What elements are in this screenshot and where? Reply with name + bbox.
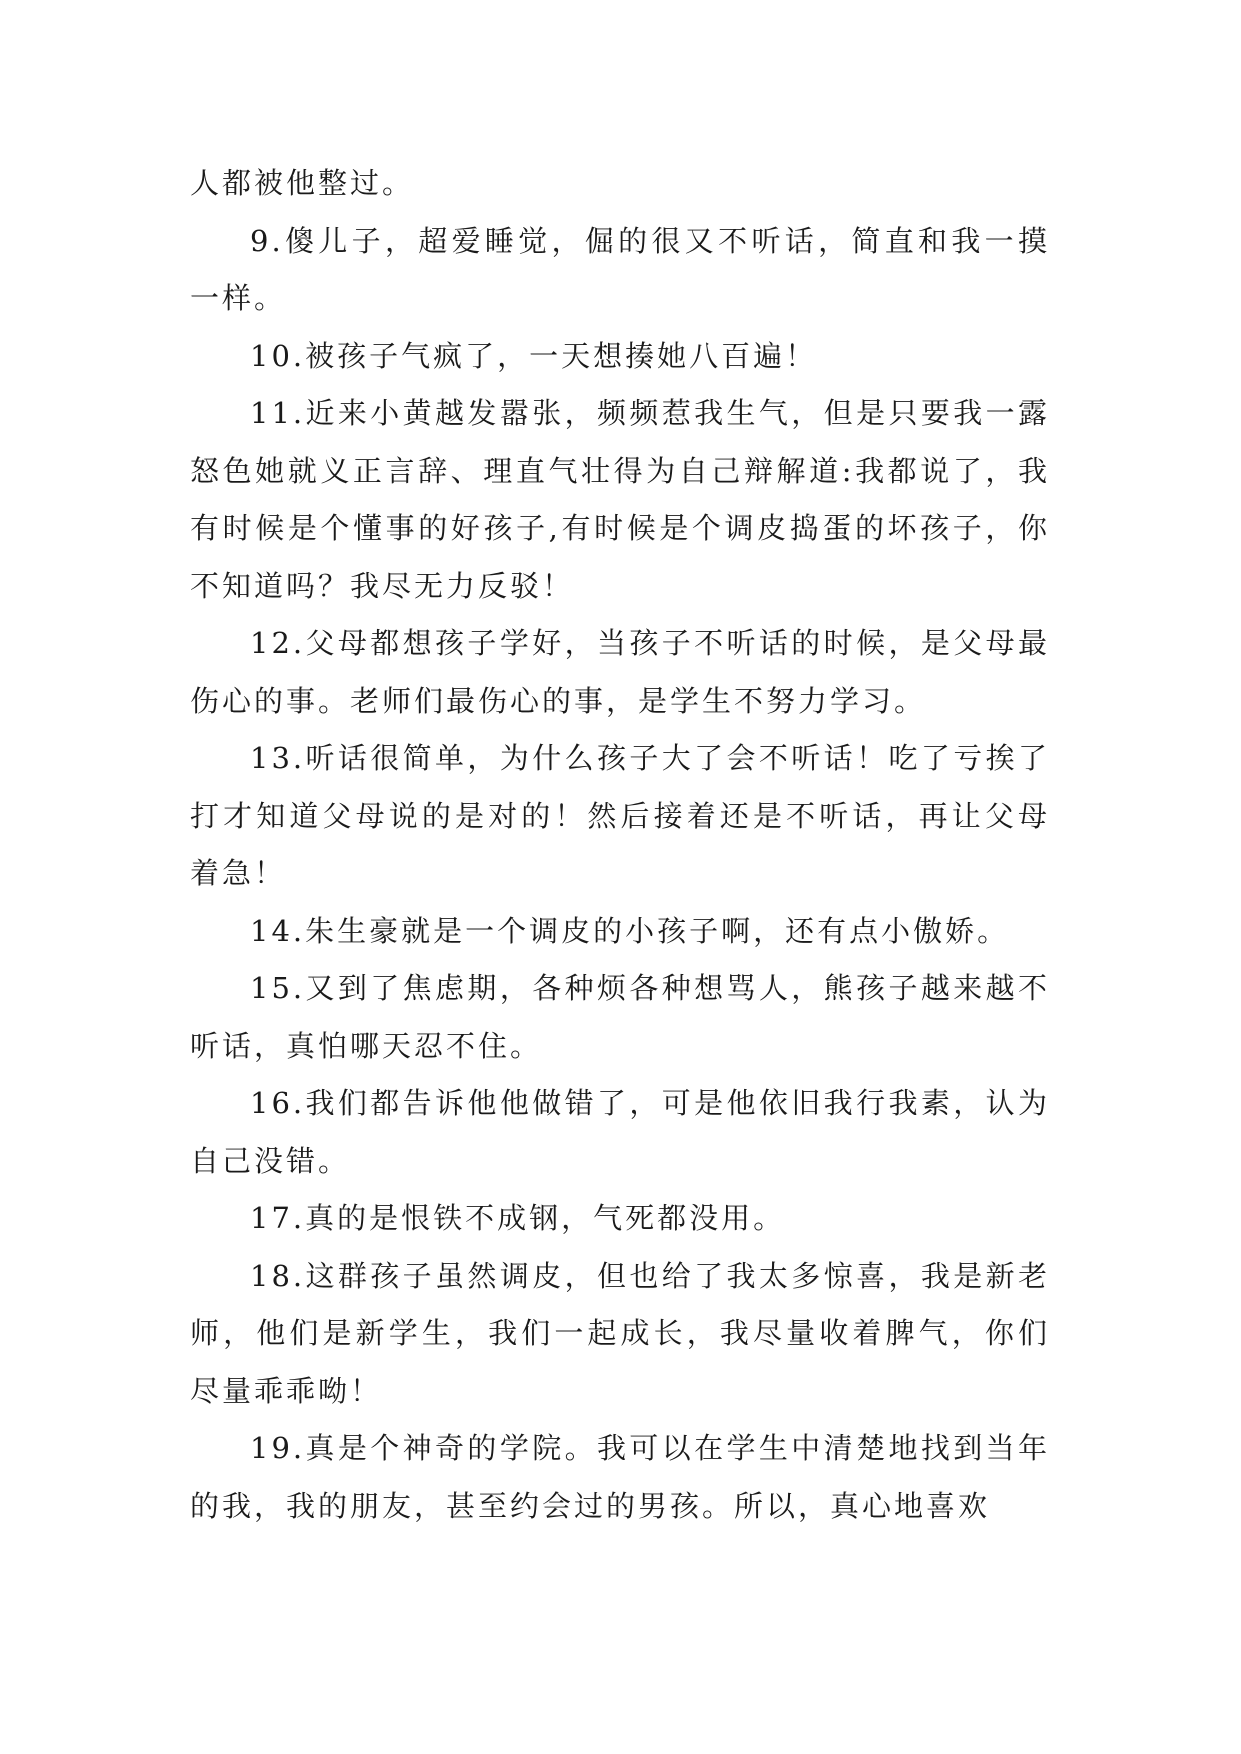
paragraph-continuation: 人都被他整过。	[190, 166, 415, 200]
paragraph-item-19: 19.真是个神奇的学院。我可以在学生中清楚地找到当年的我，我的朋友，甚至约会过的男孩。所以，真心地喜欢	[190, 1431, 1050, 1523]
paragraph-item-16: 16.我们都告诉他他做错了，可是他依旧我行我素，认为自己没错。	[190, 1086, 1050, 1178]
document-body	[190, 155, 1050, 1535]
paragraph-item-17: 17.真的是恨铁不成钢，气死都没用。	[250, 1201, 786, 1235]
paragraph-item-14: 14.朱生豪就是一个调皮的小孩子啊，还有点小傲娇。	[250, 913, 1010, 948]
paragraph-item-9: 9.傻儿子，超爱睡觉，倔的很又不听话，简直和我一摸一样。	[190, 223, 1050, 315]
paragraph-item-12: 12.父母都想孩子学好，当孩子不听话的时候，是父母最伤心的事。老师们最伤心的事，是学生不努力学习。	[190, 626, 1050, 718]
paragraph-item-18: 18.这群孩子虽然调皮，但也给了我太多惊喜，我是新老师，他们是新学生，我们一起成长，我尽量收着脾气，你们尽量乖乖呦！	[190, 1258, 1050, 1408]
paragraph-item-13: 13.听话很简单，为什么孩子大了会不听话！吃了亏挨了打才知道父母说的是对的！然后接着还是不听话，再让父母着急！	[190, 741, 1050, 890]
paragraph-item-11: 11.近来小黄越发嚣张，频频惹我生气，但是只要我一露怒色她就义正言辞、理直气壮得为自己辩解道:我都说了，我有时候是个懂事的好孩子,有时候是个调皮捣蛋的坏孩子，你不知道吗？我尽无力反驳！	[190, 396, 1050, 603]
paragraph-item-10: 10.被孩子气疯了，一天想揍她八百遍！	[250, 338, 818, 373]
paragraph-item-15: 15.又到了焦虑期，各种烦各种想骂人，熊孩子越来越不听话，真怕哪天忍不住。	[190, 971, 1050, 1063]
